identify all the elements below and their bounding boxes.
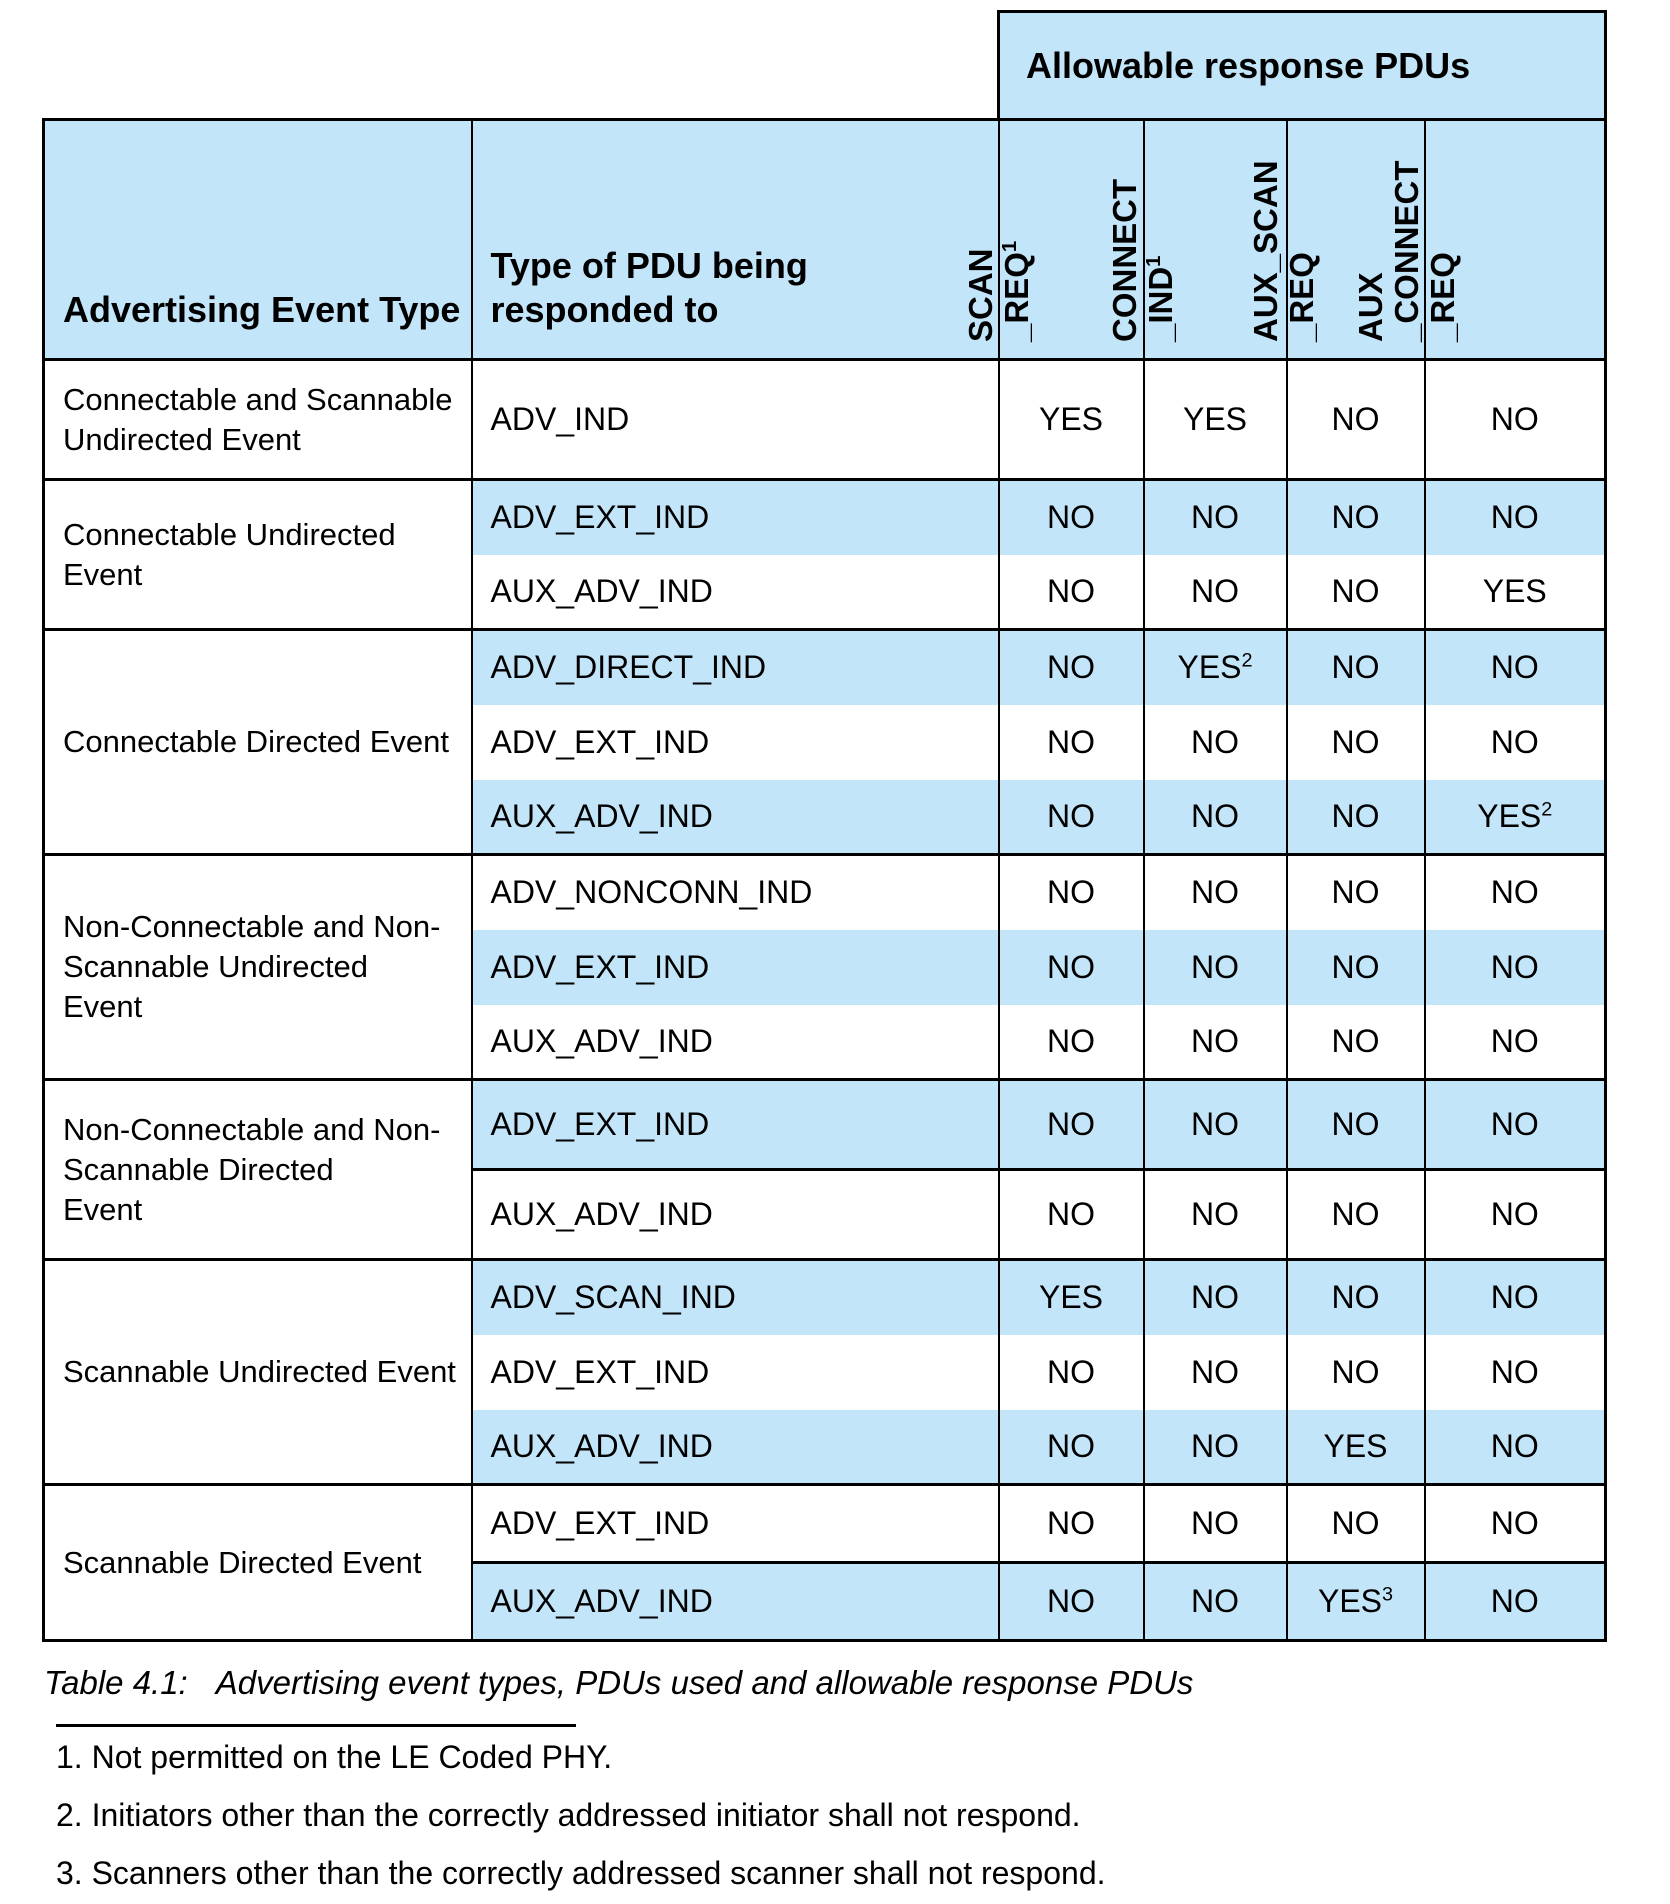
pdu-cell: ADV_EXT_IND	[472, 1335, 999, 1410]
rotated-header-text	[1248, 160, 1320, 342]
rotated-header-line: AUX	[1351, 272, 1389, 342]
advertising-events-table	[42, 10, 1607, 1642]
event-type-cell	[44, 480, 472, 630]
pdu-cell: AUX_ADV_IND	[472, 1170, 999, 1260]
event-line: Connectable Undirected	[63, 516, 396, 552]
table-row	[44, 1260, 1606, 1335]
response-value-cell: YES	[1287, 1410, 1425, 1485]
response-value-cell: NO	[1287, 480, 1425, 555]
event-line: Scannable Undirected Event	[63, 1354, 456, 1389]
response-value-cell: NO	[1425, 930, 1606, 1005]
response-value-cell: NO	[1287, 630, 1425, 705]
pdu-cell: ADV_EXT_IND	[472, 930, 999, 1005]
pdu-cell: AUX_ADV_IND	[472, 1563, 999, 1641]
response-value-cell: NO	[1144, 1335, 1287, 1410]
response-value-cell: NO	[1425, 360, 1606, 480]
response-value-cell: YES	[1425, 555, 1606, 630]
table-caption	[44, 1662, 1670, 1704]
pdu-cell: ADV_DIRECT_IND	[472, 630, 999, 705]
rotated-header-line: CONNECT	[1106, 178, 1143, 342]
response-value-cell: NO	[1287, 1170, 1425, 1260]
response-value-cell: NO	[999, 1563, 1144, 1641]
pdu-cell: AUX_ADV_IND	[472, 1005, 999, 1080]
response-value-cell: NO	[999, 705, 1144, 780]
response-value-cell: NO	[1144, 1485, 1287, 1563]
footnote-rule	[56, 1724, 576, 1727]
event-line: Connectable and Scannable	[63, 381, 453, 417]
response-value-cell: NO	[1144, 780, 1287, 855]
event-type-cell	[44, 855, 472, 1080]
response-value-cell: NO	[1144, 855, 1287, 930]
response-value-cell: NO	[999, 855, 1144, 930]
table-row	[44, 630, 1606, 705]
response-value-cell: NO	[1287, 555, 1425, 630]
response-value-cell: NO	[1287, 930, 1425, 1005]
event-type-cell	[44, 1485, 472, 1641]
response-value-cell: YES$^2$	[1144, 630, 1287, 705]
event-line: Scannable Directed Event	[63, 1544, 422, 1580]
response-value-cell: NO	[1425, 1335, 1606, 1410]
response-value-cell: YES	[999, 360, 1144, 480]
pdu-cell: AUX_ADV_IND	[472, 1410, 999, 1485]
response-value-cell: NO	[1425, 480, 1606, 555]
pdu-cell: ADV_IND	[472, 360, 999, 480]
response-value-cell: NO	[999, 1080, 1144, 1170]
response-value-cell: NO	[1287, 1485, 1425, 1563]
table-row	[44, 1080, 1606, 1170]
event-type-cell	[44, 1260, 472, 1485]
response-value-cell: NO	[1287, 1005, 1425, 1080]
event-type-cell	[44, 360, 472, 480]
response-value-cell: NO	[1287, 705, 1425, 780]
response-value-cell: YES$^2$	[1425, 780, 1606, 855]
response-value-cell: NO	[999, 1410, 1144, 1485]
table-row	[44, 12, 1606, 120]
response-value-cell: NO	[1425, 1410, 1606, 1485]
pdu-cell: AUX_ADV_IND	[472, 555, 999, 630]
response-value-cell: NO	[999, 930, 1144, 1005]
rotated-header-line: _IND$^1$	[1142, 255, 1179, 342]
event-line: Event	[63, 1191, 143, 1227]
response-value-cell: NO	[1425, 1260, 1606, 1335]
column-header-aux-connect-req	[1351, 120, 1606, 360]
response-value-cell: NO	[999, 555, 1144, 630]
table-caption-text: Advertising event types, PDUs used and allowable response PDUs	[215, 1664, 1194, 1701]
pdu-cell: ADV_EXT_IND	[472, 1080, 999, 1170]
response-value-cell: YES	[1144, 360, 1287, 480]
pdu-cell: ADV_NONCONN_IND	[472, 855, 999, 930]
response-value-cell: NO	[1287, 780, 1425, 855]
response-value-cell: NO	[1144, 1005, 1287, 1080]
footnote-3: 3. Scanners other than the correctly addressed scanner shall not respond.	[56, 1855, 1106, 1891]
rotated-header-text	[1353, 160, 1461, 342]
empty-corner	[44, 12, 999, 120]
response-value-cell: NO	[999, 1005, 1144, 1080]
rotated-header-line: _CONNECT	[1387, 160, 1425, 342]
event-type-cell	[44, 630, 472, 855]
pdu-cell: ADV_EXT_IND	[472, 1485, 999, 1563]
response-value-cell: NO	[1287, 1260, 1425, 1335]
event-type-column-header: Advertising Event Type	[44, 120, 472, 360]
response-value-cell: NO	[1287, 855, 1425, 930]
response-value-cell: NO	[1144, 705, 1287, 780]
table-row	[44, 360, 1606, 480]
rotated-header-line: _REQ	[1423, 252, 1461, 342]
rotated-header-line: AUX_SCAN	[1246, 160, 1284, 342]
footnote-1: 1. Not permitted on the LE Coded PHY.	[56, 1739, 613, 1775]
pdu-cell: ADV_SCAN_IND	[472, 1260, 999, 1335]
pdu-type-column-header	[472, 120, 999, 360]
response-value-cell: YES$^3$	[1287, 1563, 1425, 1641]
table-header-row	[44, 120, 1606, 360]
response-value-cell: NO	[1287, 1080, 1425, 1170]
rotated-header-text	[963, 241, 1035, 342]
response-value-cell: NO	[1425, 705, 1606, 780]
event-line: Non-Connectable and Non-	[63, 1111, 441, 1147]
response-value-cell: YES	[999, 1260, 1144, 1335]
table-row	[44, 1485, 1606, 1563]
pdu-header-line: responded to	[490, 289, 719, 330]
event-line: Non-Connectable and Non-	[63, 909, 441, 944]
response-value-cell: NO	[999, 1485, 1144, 1563]
rotated-header-line: _REQ	[1282, 252, 1320, 342]
allowable-response-header-cell: Allowable response PDUs	[999, 12, 1606, 120]
response-value-cell: NO	[999, 1170, 1144, 1260]
pdu-cell: ADV_EXT_IND	[472, 705, 999, 780]
event-line: Event	[63, 556, 143, 592]
rotated-header-line: SCAN	[962, 248, 999, 342]
response-value-cell: NO	[1425, 1005, 1606, 1080]
response-value-cell: NO	[1425, 1563, 1606, 1641]
table-caption-label: Table 4.1:	[44, 1664, 188, 1701]
response-value-cell: NO	[1144, 1410, 1287, 1485]
response-value-cell: NO	[1287, 360, 1425, 480]
response-value-cell: NO	[1144, 930, 1287, 1005]
rotated-header-text	[1107, 179, 1179, 342]
response-value-cell: NO	[1425, 630, 1606, 705]
event-line: Scannable Undirected	[63, 949, 369, 984]
response-value-cell: NO	[999, 480, 1144, 555]
response-value-cell: NO	[1425, 1170, 1606, 1260]
response-value-cell: NO	[1425, 1485, 1606, 1563]
response-value-cell: NO	[1425, 855, 1606, 930]
event-line: Event	[63, 989, 143, 1024]
event-line: Connectable Directed Event	[63, 724, 450, 759]
event-line: Scannable Directed	[63, 1151, 334, 1187]
response-value-cell: NO	[1144, 1260, 1287, 1335]
response-value-cell: NO	[999, 630, 1144, 705]
table-row	[44, 480, 1606, 555]
event-type-cell	[44, 1080, 472, 1260]
rotated-header-line: _REQ$^1$	[998, 240, 1035, 342]
response-value-cell: NO	[999, 1335, 1144, 1410]
response-value-cell: NO	[1287, 1335, 1425, 1410]
response-value-cell: NO	[1144, 1080, 1287, 1170]
response-value-cell: NO	[1144, 480, 1287, 555]
response-value-cell: NO	[1144, 555, 1287, 630]
response-value-cell: NO	[1144, 1170, 1287, 1260]
response-value-cell: NO	[1425, 1080, 1606, 1170]
response-value-cell: NO	[999, 780, 1144, 855]
pdu-cell: AUX_ADV_IND	[472, 780, 999, 855]
pdu-cell: ADV_EXT_IND	[472, 480, 999, 555]
event-line: Undirected Event	[63, 421, 301, 457]
footnote-2: 2. Initiators other than the correctly addressed initiator shall not respond.	[56, 1797, 1081, 1833]
pdu-header-line: Type of PDU being	[490, 245, 808, 286]
response-value-cell: NO	[1144, 1563, 1287, 1641]
table-row	[44, 855, 1606, 930]
